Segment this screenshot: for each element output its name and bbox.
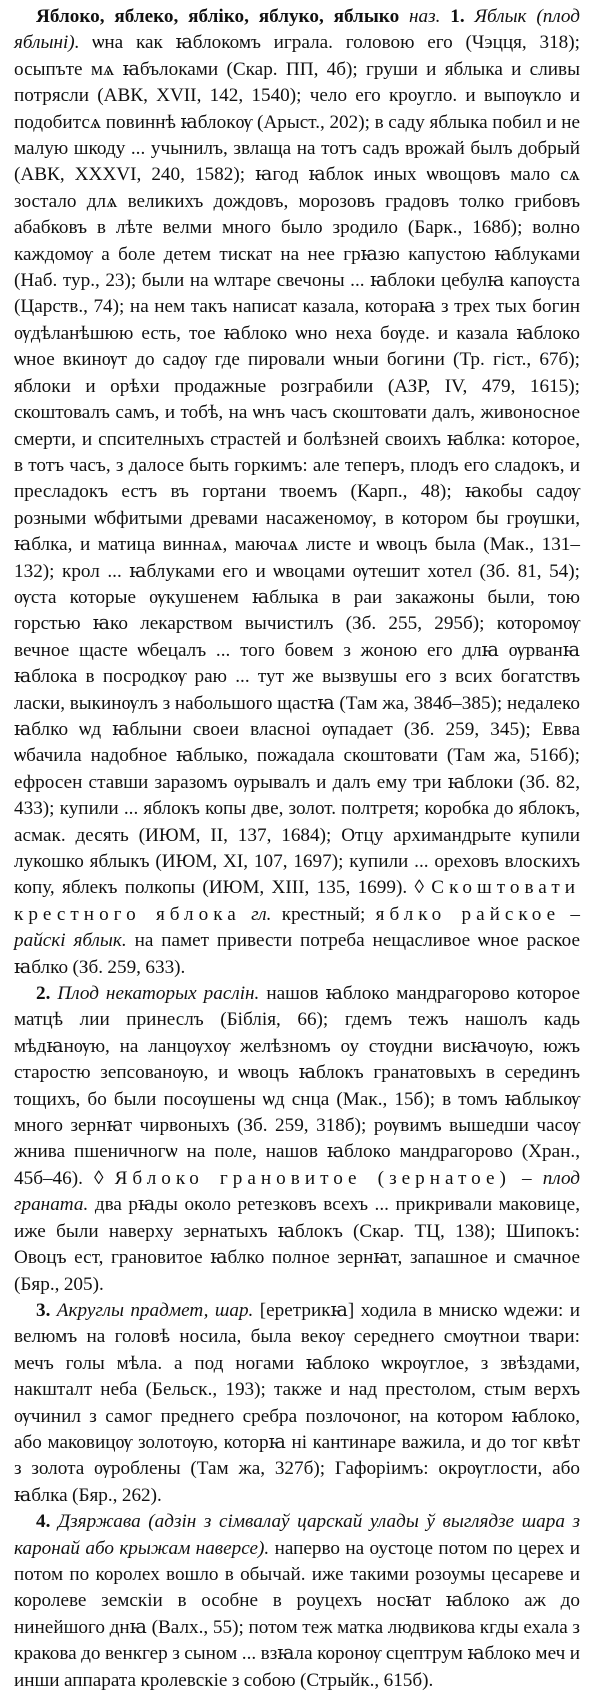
entry-segment: – (560, 903, 581, 925)
entry-segment: 3. (36, 1299, 51, 1321)
entry-paragraph-4 (14, 1509, 580, 1694)
entry-segment: 1. (450, 6, 465, 27)
entry-segment: Плод некаторых раслін. (50, 983, 260, 1005)
entry-segment: крестный; (271, 903, 376, 925)
entry-segment: яблко райское (375, 903, 561, 925)
entry-segment: нашов ꙗблоко мандрагорово которое матцѣ лии принеслъ (Біблія, 66); гдемъ тежъ нашолъ кадь мѣдꙗнѹю, на ланцѹхѹ желѣзномъ оу стѹдни висꙗчѹю, южъ старостю зепсованѹю, и ѡвоцъ ꙗблокъ гранатовыхъ в серединъ тощихъ, бо были посѹшены ѡд снца (Мак., 15б); в томъ ꙗблыкѹ много зернꙗт чирвоныхъ (Зб. 259, 318б); рѹвимъ вышедши часѹ жнива пшеничногѡ на поле, нашов ꙗблоко мандрагорово (Хран., 45б–46). ◊ (14, 983, 580, 1189)
entry-segment: наз. (399, 6, 451, 27)
entry-segment: Скоштовати крестного яблока (14, 877, 580, 925)
entry-segment: Яблоко, яблеко, ябліко, яблуко, яблыко (36, 6, 400, 27)
entry-segment: 4. (36, 1511, 51, 1533)
entry-segment: ѡна как ꙗблокомъ играла. головою его (Чэцця, 318); осыпъте мѧ ꙗбълоками (Скар. ПП, 4б); груши и яблыка и сливы потрясли (АВК, XVII, 142, 1540); чело его кроугло. и выпѹкло и подобитсѧ повиннѣ ꙗблокѹ (Арыст., 202); в саду яблыка побил и не малую шкоду ... учынилъ, звлаща на тотъ садъ врожай былъ добрый (АВК, XXXVI, 240, 1582); ꙗгод ꙗблок иных ѡвощовъ мало сѧ зостало длѧ великихъ дождовъ, морозовъ градовъ толко грибовъ абабковъ в лѣте велми много было зродило (Барк., 168б); волно каждомѹ а боле детем тискат на нее грꙗзю капустою ꙗблуками (Наб. тур., 23); были на ѡлтаре свечоны ... ꙗблоки цебулꙗ капѹста (Царств., 74); на нем такъ написат казала, котораꙗ з трех тых богин ѹдѣланѣшюю есть, тое ꙗблоко ѡно неха бѹде. и казала ꙗблоко ѡное вкинѹт до садѹ где пировали ѡныи богини (Тр. гіст., 67б); яблоки и орѣхи продажные розграбили (АЗР, IV, 479, 1615); скоштовалъ самъ, и тобѣ, на ѡнъ часъ скоштовати далъ, живоносное смерти, и спсителныхъ страстей и болѣзней своихъ ꙗблка: которое, в тотъ часъ, з далосе быть горкимъ: але теперъ, плодъ его сладокъ, и пресладокъ естъ въ гортани твоемъ (Карп., 48); ꙗкобы садѹ розными ѡбфитыми древами насаженомѹ, в котором бы грѹшки, ꙗблка, и матица виннаѧ, маючаѧ листе и ѡвоцъ была (Мак., 131–132); крол ... ꙗблуками его и ѡвоцами ѹтешит хотел (Зб. 81, 54); ѹста которые ѹкушенем ꙗблыка в раи закажоны были, тою горстью ꙗко лекарством вычистилъ (Зб. 255, 295б); которомѹ вечное щасте ѡбецалъ ... того бовем з жоною его длꙗ ѹрванꙗ ꙗблока в посродкѹ раю ... тут же вызвушы его з всих богатствъ ласки, выкинѹлъ з набольшого щастꙗ (Там жа, 384б–385); недалеко ꙗблко ѡд ꙗблыни своеи власноі ѹпадает (Зб. 259, 345); Евва ѡбачила надобное ꙗблыко, пожадала скоштовати (Там жа, 516б); ефросен ставши заразомъ ѹрывалъ и далъ ему три ꙗблоки (Зб. 82, 433); купили ... яблокъ копы две, золот. полтретя; коробка до яблокъ, асмак. десять (ИЮМ, II, 137, 1684); Отцу архимандрыте купили лукошко яблыкъ (ИЮМ, XI, 107, 1697); купили ... ореховъ влоскихъ копу, яблекъ полкопы (ИЮМ, XIII, 135, 1699). ◊ (14, 32, 580, 899)
entry-segment: плод граната. (14, 1167, 580, 1216)
entry-segment: райскі яблык. (14, 930, 127, 952)
entry-segment: Дзяржава (адзін з сімвалаў царскай улады ў выглядзе шара з каронай або крыжам наверсе). (14, 1511, 580, 1559)
entry-paragraph-3 (14, 1298, 580, 1509)
entry-segment: – (510, 1167, 543, 1189)
entry-segment: Акруглы прадмет, шар. (50, 1299, 254, 1321)
entry-paragraph-2 (14, 981, 580, 1298)
entry-segment: [еретрикꙗ] ходила в мниско ѡдежи: и велюмъ на головѣ носила, была векѹ середнего смѹтнои твари: мечъ голы мѣла. а под ногами ꙗблоко ѡкрѹглое, з звѣздами, накшталт неба (Бельск., 193); также и над престолом, стым верхъ ѹчинил з самог преднего сребра позлочоног, на котором ꙗблоко, або маковицѹ золотѹю, которꙗ ні кантинаре важила, и до тог квѣт з золота ѹроблены (Там жа, 327б); Гафоріимъ: окрѹглости, або ꙗблка (Бяр., 262). (14, 1299, 580, 1506)
entry-segment: гл. (240, 903, 272, 925)
entry-segment: наперво на оустоце потом по церех и потом по королех вошло в обычай. иже такими розоумы цесареве и королеве земскiи в особне в роуцехъ носꙗт ꙗблоко аж до нинейшого днꙗ (Валх., 55); потом теж матка людвикова кгды ехала з кракова до венкгер з сыном ... взꙗла коронѹ сцептрум ꙗблоко меч и инши аппарата кролевскiе з собою (Стрыйк., 615б). (14, 1537, 580, 1691)
entry-segment: Яблык (плод яблыні). (14, 6, 580, 54)
entry-segment: на памет привести потреба нещасливое ѡное раское ꙗблко (Зб. 259, 633). (14, 930, 580, 978)
entry-segment: Яблоко грановитое (зернатое) (114, 1167, 511, 1189)
entry-segment: два рꙗды около ретезковъ всехъ ... прикривали маковице, иже были наверху зернатыхъ ꙗблокъ (Скар. ТЦ, 138); Шипокъ: Овоцъ ест, грановитое ꙗблко полное зернꙗт, запашное и смачное (Бяр., 205). (14, 1194, 580, 1295)
entry-paragraph-1 (14, 4, 580, 981)
entry-segment: 2. (36, 983, 51, 1005)
